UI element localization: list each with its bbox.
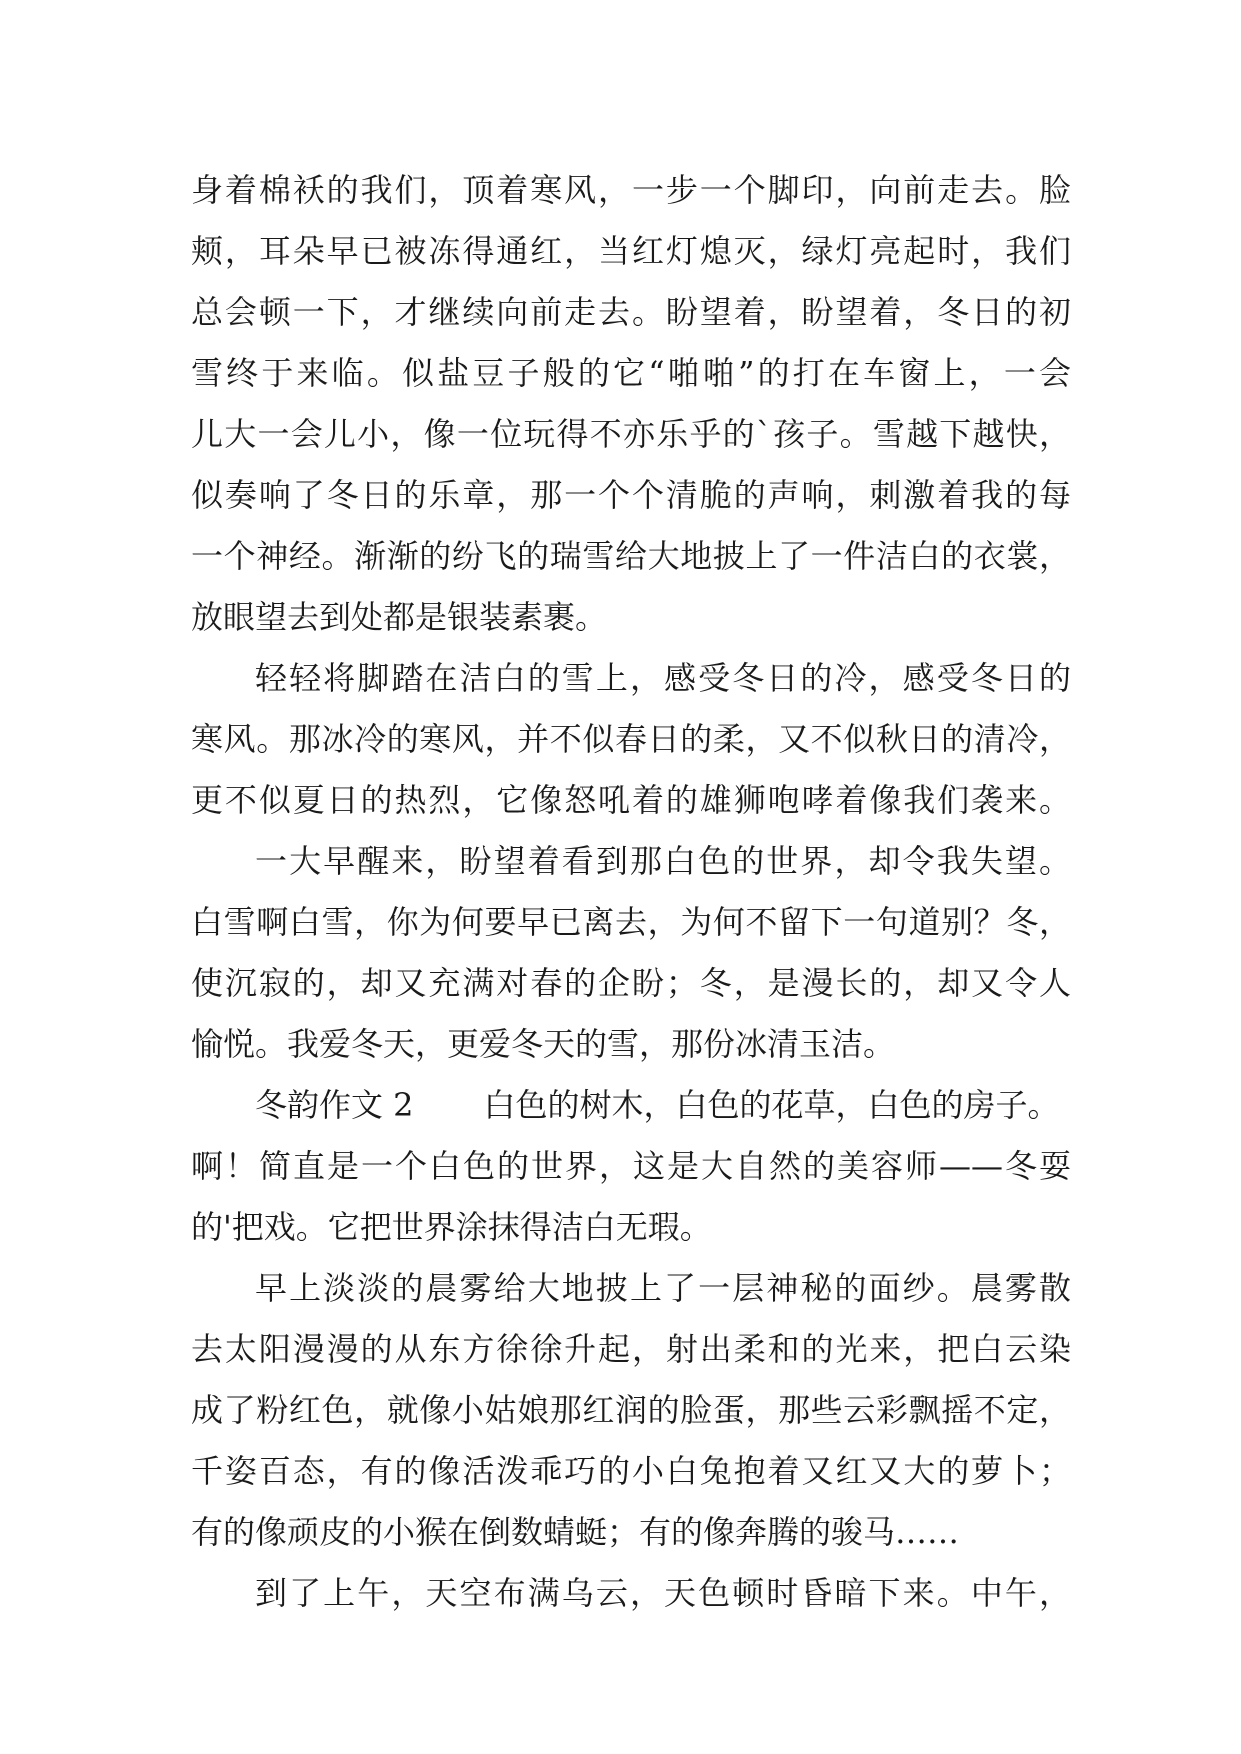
text-line: 啊！简直是一个白色的世界，这是大自然的美容师——冬耍 [191,1147,1071,1185]
text-line: 早上淡淡的晨雾给大地披上了一层神秘的面纱。晨雾散 [255,1269,1071,1307]
essay-body [191,160,1071,1624]
essay-heading-label: 冬韵作文 2 [255,1086,414,1124]
text-line: 颊，耳朵早已被冻得通红，当红灯熄灭，绿灯亮起时，我们 [191,232,1071,270]
essay-heading-continuation: 白色的树木，白色的花草，白色的房子。 [483,1086,1060,1124]
text-line: 雪终于来临。似盐豆子般的它“啪啪”的打在车窗上，一会 [191,354,1071,392]
essay-heading-line [191,1075,1071,1136]
text-line: 白雪啊白雪，你为何要早已离去，为何不留下一句道别？冬， [191,903,1071,941]
text-line: 似奏响了冬日的乐章，那一个个清脆的声响，刺激着我的每 [191,476,1071,514]
text-line: 儿大一会儿小，像一位玩得不亦乐乎的`孩子。雪越下越快， [191,415,1071,453]
paragraphs-part-1 [191,160,1071,1075]
text-line: 总会顿一下，才继续向前走去。盼望着，盼望着，冬日的初 [191,293,1071,331]
text-line: 到了上午，天空布满乌云，天色顿时昏暗下来。中午， [255,1574,1071,1612]
text-line: 寒风。那冰冷的寒风，并不似春日的柔，又不似秋日的清冷， [191,720,1071,758]
text-line: 使沉寂的，却又充满对春的企盼；冬，是漫长的，却又令人 [191,964,1071,1002]
text-line: 的'把戏。它把世界涂抹得洁白无瑕。 [191,1208,712,1246]
text-line: 千姿百态，有的像活泼乖巧的小白兔抱着又红又大的萝卜； [191,1452,1071,1490]
text-line: 去太阳漫漫的从东方徐徐升起，射出柔和的光来，把白云染 [191,1330,1071,1368]
text-line: 成了粉红色，就像小姑娘那红润的脸蛋，那些云彩飘摇不定， [191,1391,1071,1429]
text-line: 轻轻将脚踏在洁白的雪上，感受冬日的冷，感受冬日的 [255,659,1071,697]
text-line: 更不似夏日的热烈，它像怒吼着的雄狮咆哮着像我们袭来。 [191,781,1071,819]
text-line: 愉悦。我爱冬天，更爱冬天的雪，那份冰清玉洁。 [191,1025,896,1063]
paragraphs-part-2 [191,1136,1071,1624]
text-line: 身着棉袄的我们，顶着寒风，一步一个脚印，向前走去。脸 [191,171,1071,209]
text-line: 放眼望去到处都是银装素裹。 [191,598,608,636]
text-line: 一大早醒来，盼望着看到那白色的世界，却令我失望。 [255,842,1071,880]
text-line: 有的像顽皮的小猴在倒数蜻蜓；有的像奔腾的骏马…… [191,1513,960,1551]
text-line: 一个神经。渐渐的纷飞的瑞雪给大地披上了一件洁白的衣裳， [191,537,1071,575]
